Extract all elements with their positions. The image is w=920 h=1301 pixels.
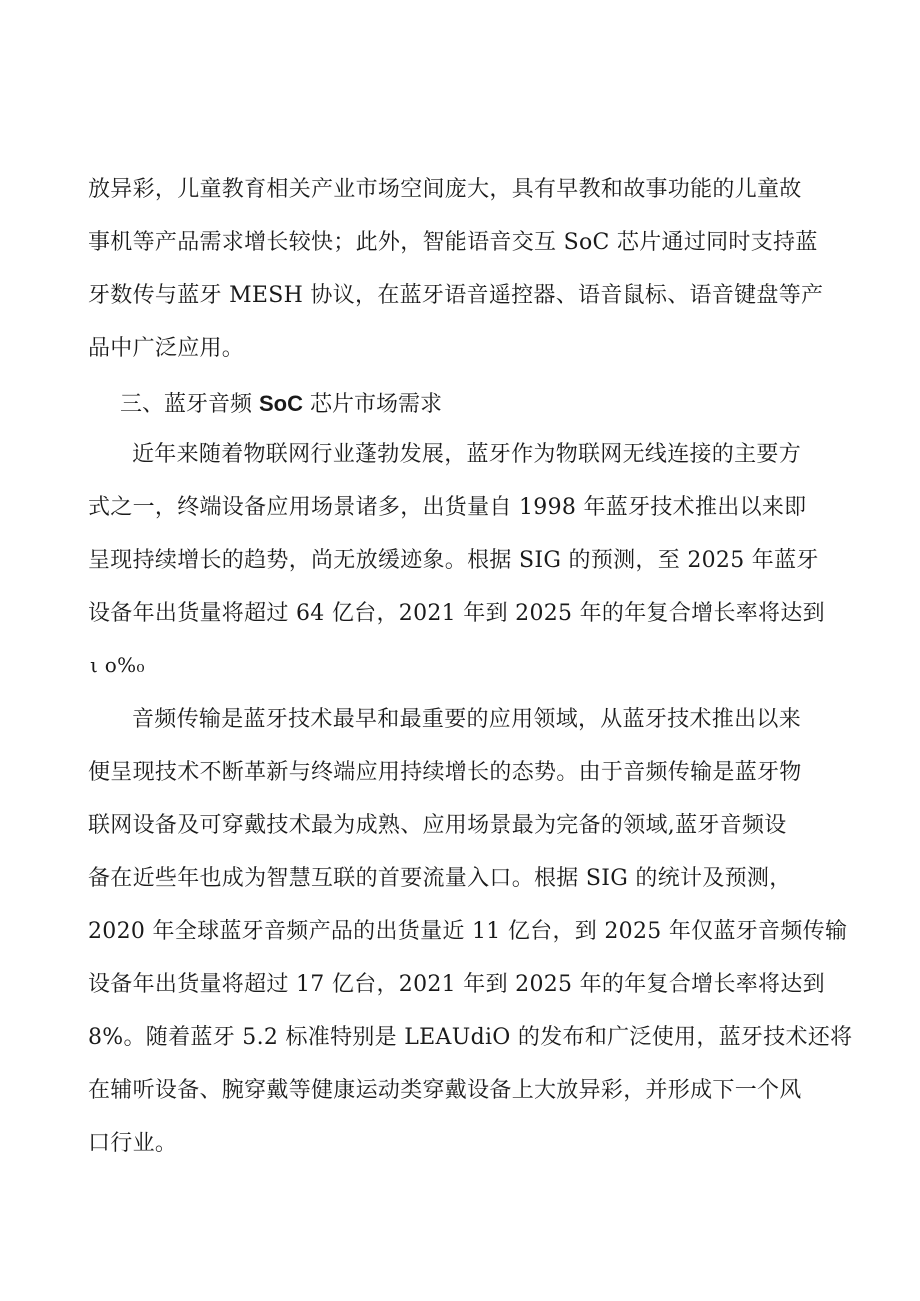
paragraph-3-line-4: 备在近些年也成为智慧互联的首要流量入口。根据 SIG 的统计及预测， (88, 866, 792, 891)
paragraph-2-line-3: 呈现持续增长的趋势，尚无放缓迹象。根据 SIG 的预测，至 2025 年蓝牙 (88, 548, 819, 573)
paragraph-1-line-1: 放异彩，儿童教育相关产业市场空间庞大，具有早教和故事功能的儿童故 (88, 177, 802, 202)
paragraph-1-line-3: 牙数传与蓝牙 MESH 协议，在蓝牙语音遥控器、语音鼠标、语音键盘等产 (88, 283, 824, 308)
section-heading-suffix: 芯片市场需求 (303, 392, 442, 417)
paragraph-3-line-1: 音频传输是蓝牙技术最早和最重要的应用领域，从蓝牙技术推出以来 (132, 707, 802, 732)
paragraph-3-line-7: 8%。随着蓝牙 5.2 标准特别是 LEAUdiO 的发布和广泛使用，蓝牙技术还将 (88, 1025, 853, 1050)
section-heading-soc: SoC (259, 391, 303, 416)
paragraph-3-line-2: 便呈现技术不断革新与终端应用持续增长的态势。由于音频传输是蓝牙物 (88, 760, 802, 785)
paragraph-3-line-6: 设备年出货量将超过 17 亿台，2021 年到 2025 年的年复合增长率将达到 (88, 972, 825, 997)
paragraph-2-line-5: ι o%₀ (90, 653, 145, 677)
paragraph-1-line-2: 事机等产品需求增长较快；此外，智能语音交互 SoC 芯片通过同时支持蓝 (88, 230, 818, 255)
paragraph-3-line-9: 口行业。 (88, 1131, 178, 1156)
paragraph-3-line-3: 联网设备及可穿戴技术最为成熟、应用场景最为完备的领域,蓝牙音频设 (88, 813, 787, 838)
section-heading-prefix: 三、蓝牙音频 (120, 392, 259, 417)
paragraph-3-line-5: 2020 年全球蓝牙音频产品的出货量近 11 亿台，到 2025 年仅蓝牙音频传输 (88, 919, 848, 944)
section-heading (120, 389, 442, 420)
paragraph-2-line-4: 设备年出货量将超过 64 亿台，2021 年到 2025 年的年复合增长率将达到 (88, 601, 825, 626)
paragraph-2-line-1: 近年来随着物联网行业蓬勃发展，蓝牙作为物联网无线连接的主要方 (132, 442, 802, 467)
paragraph-2-line-2: 式之一，终端设备应用场景诸多，出货量自 1998 年蓝牙技术推出以来即 (88, 495, 807, 520)
paragraph-1-line-4: 品中广泛应用。 (88, 336, 245, 361)
paragraph-3-line-8: 在辅听设备、腕穿戴等健康运动类穿戴设备上大放异彩，并形成下一个风 (88, 1078, 802, 1103)
